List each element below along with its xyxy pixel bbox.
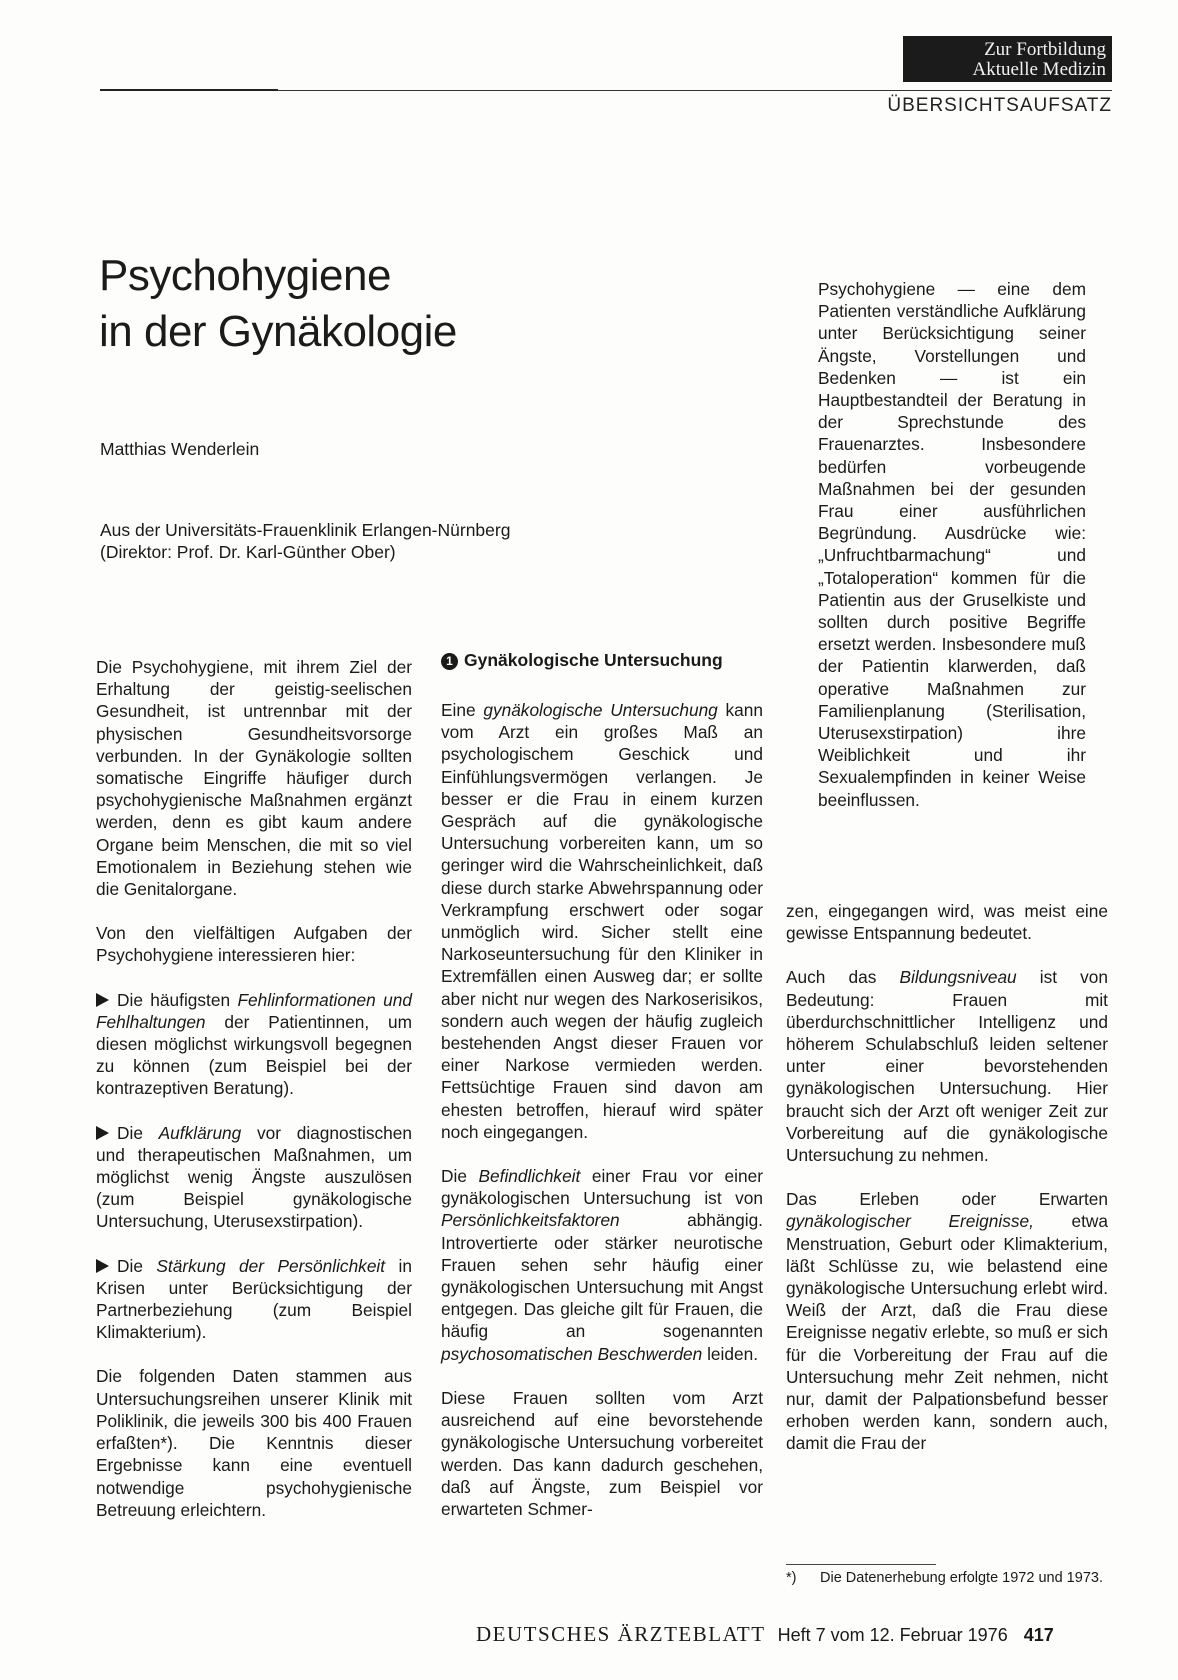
lead-text bbox=[818, 278, 1086, 833]
paragraph: Auch das Bildungsniveau ist von Bedeutung: Frauen mit überdurchschnittlicher Intelligenz und höherem Schulabschluß leiden seltener unter einer bevorstehenden gynäkologischen Untersuchung. Hier braucht sich der Arzt oft weniger Zeit zur Vorbereitung auf die gynäkologische Untersuchung zu nehmen. bbox=[786, 967, 1109, 1166]
column-2 bbox=[441, 699, 763, 1542]
rubric-line-1: Zur Fortbildung bbox=[984, 39, 1106, 60]
author: Matthias Wenderlein bbox=[100, 439, 260, 459]
paragraph: Eine gynäkologische Untersuchung kann vom Arzt ein großes Maß an psychologischem Geschick und Einfühlungsvermögen verlangen. Je besser er die Frau in einem kurzen Gespräch auf die gynäkologische Untersuchung vorbereiten kann, um so geringer wird die Wahrscheinlichkeit, daß diese durch starke Abwehrspannung oder Verkrampfung erschwert oder sogar unmöglich wird. Sicher stellt eine Narkoseuntersuchung für den Kliniker in Extremfällen einen Ausweg dar; er sollte aber nicht nur wegen des Narkoserisikos, sondern auch wegen der häufig zugleich bestehenden Angst dieser Frauen vor einer Narkose vermieden werden. Fettsüchtige Frauen sind davon am ehesten betroffen, hierauf wird später noch eingegangen. bbox=[441, 700, 764, 1142]
paragraph: Diese Frauen sollten vom Arzt ausreichend auf eine bevorstehende gynäkologische Untersuchung vorbereitet werden. Das kann dadurch geschehen, daß auf Ängste, zum Beispiel vor erwarteten Schmer- bbox=[441, 1387, 763, 1519]
footnote bbox=[786, 1570, 1108, 1587]
paragraph: Das Erleben oder Erwarten gynäkologischer Ereignisse, etwa Menstruation, Geburt oder Klimakterium, läßt Schlüsse zu, wie belastend eine gynäkologische Untersuchung erlebt wird. Weiß der Arzt, daß die Frau diese Ereignisse negativ erlebte, so muß er sich für die Vorbereitung der Frau auf die Untersuchung mehr Zeit nehmen, nicht nur, damit der Palpationsbefund besser erhoben werden kann, sondern auch, damit die Frau der bbox=[786, 1189, 1108, 1454]
column-1 bbox=[96, 656, 412, 1543]
page-footer bbox=[476, 1622, 1054, 1647]
paragraph: zen, eingegangen wird, was meist eine gewisse Entspannung bedeutet. bbox=[786, 901, 1108, 944]
title-line-2: in der Gynäkologie bbox=[99, 307, 457, 356]
affiliation bbox=[100, 519, 510, 563]
footnote-rule bbox=[786, 1564, 936, 1565]
paragraph: Die folgenden Daten stammen aus Untersuchungsreihen unserer Klinik mit Poliklinik, die jeweils 300 bis 400 Frauen erfaßten*). Die Kenntnis dieser Ergebnisse kann eine eventuell notwendige psychohygienische Betreuung erleichtern. bbox=[96, 1366, 412, 1520]
paragraph: Die Psychohygiene, mit ihrem Ziel der Erhaltung der geistig-seelischen Gesundheit, ist untrennbar mit der physischen Gesundheitsvorsorge verbunden. In der Gynäkologie sollten somatische Eingriffe häufiger durch psychohygienische Maßnahmen ergänzt werden, denn es gibt kaum andere Organe beim Menschen, die mit so viel Emotionalem in Beziehung stehen wie die Genitalorgane. bbox=[96, 657, 412, 900]
section-heading bbox=[441, 650, 723, 671]
section-label: ÜBERSICHTSAUFSATZ bbox=[887, 95, 1112, 116]
title-line-1: Psychohygiene bbox=[99, 251, 391, 300]
affiliation-line-2: (Direktor: Prof. Dr. Karl-Günther Ober) bbox=[100, 542, 396, 562]
paragraph: Psychohygiene — eine dem Patienten verständliche Aufklärung unter Berücksichtigung seiner Ängste, Vorstellungen und Bedenken — ist ein Hauptbestandteil der Beratung in der Sprechstunde des Frauenarztes. Insbesondere bedürfen vorbeugende Maßnahmen bei der gesunden Frau einer ausführlichen Begründung. Ausdrücke wie: „Unfruchtbarmachung“ und „Totaloperation“ kommen für die Patientin aus der Gruselkiste und sollten durch positive Begriffe ersetzt werden. Insbesondere muß der Patientin klarwerden, daß operative Maßnahmen zur Familienplanung (Sterilisation, Uterusexstirpation) ihre Weiblichkeit und ihr Sexualempfinden in keiner Weise beeinflussen. bbox=[818, 279, 1086, 810]
triangle-bullet-icon bbox=[96, 1126, 109, 1140]
article-title bbox=[99, 248, 457, 360]
section-heading-text: Gynäkologische Untersuchung bbox=[464, 650, 723, 670]
triangle-bullet-icon bbox=[96, 993, 109, 1007]
triangle-bullet-icon bbox=[96, 1259, 109, 1273]
affiliation-line-1: Aus der Universitäts-Frauenklinik Erlangen-Nürnberg bbox=[100, 520, 511, 540]
rubric-line-2: Aktuelle Medizin bbox=[972, 59, 1106, 80]
footnote-mark: *) bbox=[786, 1570, 797, 1586]
bullet-item: Die Aufklärung vor diagnostischen und therapeutischen Maßnahmen, um möglichst wenig Ängste auszulösen (zum Beispiel gynäkologische Untersuchung, Uterusexstirpation). bbox=[96, 1122, 413, 1232]
paragraph: Die Befindlichkeit einer Frau vor einer gynäkologischen Untersuchung ist von Persönlichkeitsfaktoren abhängig. Introvertierte oder stärker neurotische Frauen sehen sehr häufig einer gynäkologischen Untersuchung mit Angst entgegen. Das gleiche gilt für Frauen, die häufig an sogenannten psychosomatischen Beschwerden leiden. bbox=[441, 1166, 763, 1364]
column-3 bbox=[786, 900, 1108, 1477]
section-number-icon: 1 bbox=[441, 653, 458, 670]
issue-info: Heft 7 vom 12. Februar 1976 bbox=[777, 1625, 1008, 1645]
rubric-badge bbox=[903, 36, 1112, 82]
page-number: 417 bbox=[1023, 1625, 1054, 1645]
paragraph: Von den vielfältigen Aufgaben der Psychohygiene interessieren hier: bbox=[96, 923, 412, 966]
footnote-text: Die Datenerhebung erfolgte 1972 und 1973. bbox=[820, 1570, 1103, 1586]
header-rule-accent bbox=[100, 89, 278, 91]
journal-name: DEUTSCHES ÄRZTEBLATT bbox=[476, 1622, 766, 1646]
bullet-item: Die Stärkung der Persönlichkeit in Krisen unter Berücksichtigung der Partnerbeziehung (zum Beispiel Klimakterium). bbox=[96, 1255, 412, 1343]
bullet-item: Die häufigsten Fehlinformationen und Fehlhaltungen der Patientinnen, um diesen möglichst wirkungsvoll begegnen zu können (zum Beispiel bei der kontrazeptiven Beratung). bbox=[96, 989, 412, 1099]
